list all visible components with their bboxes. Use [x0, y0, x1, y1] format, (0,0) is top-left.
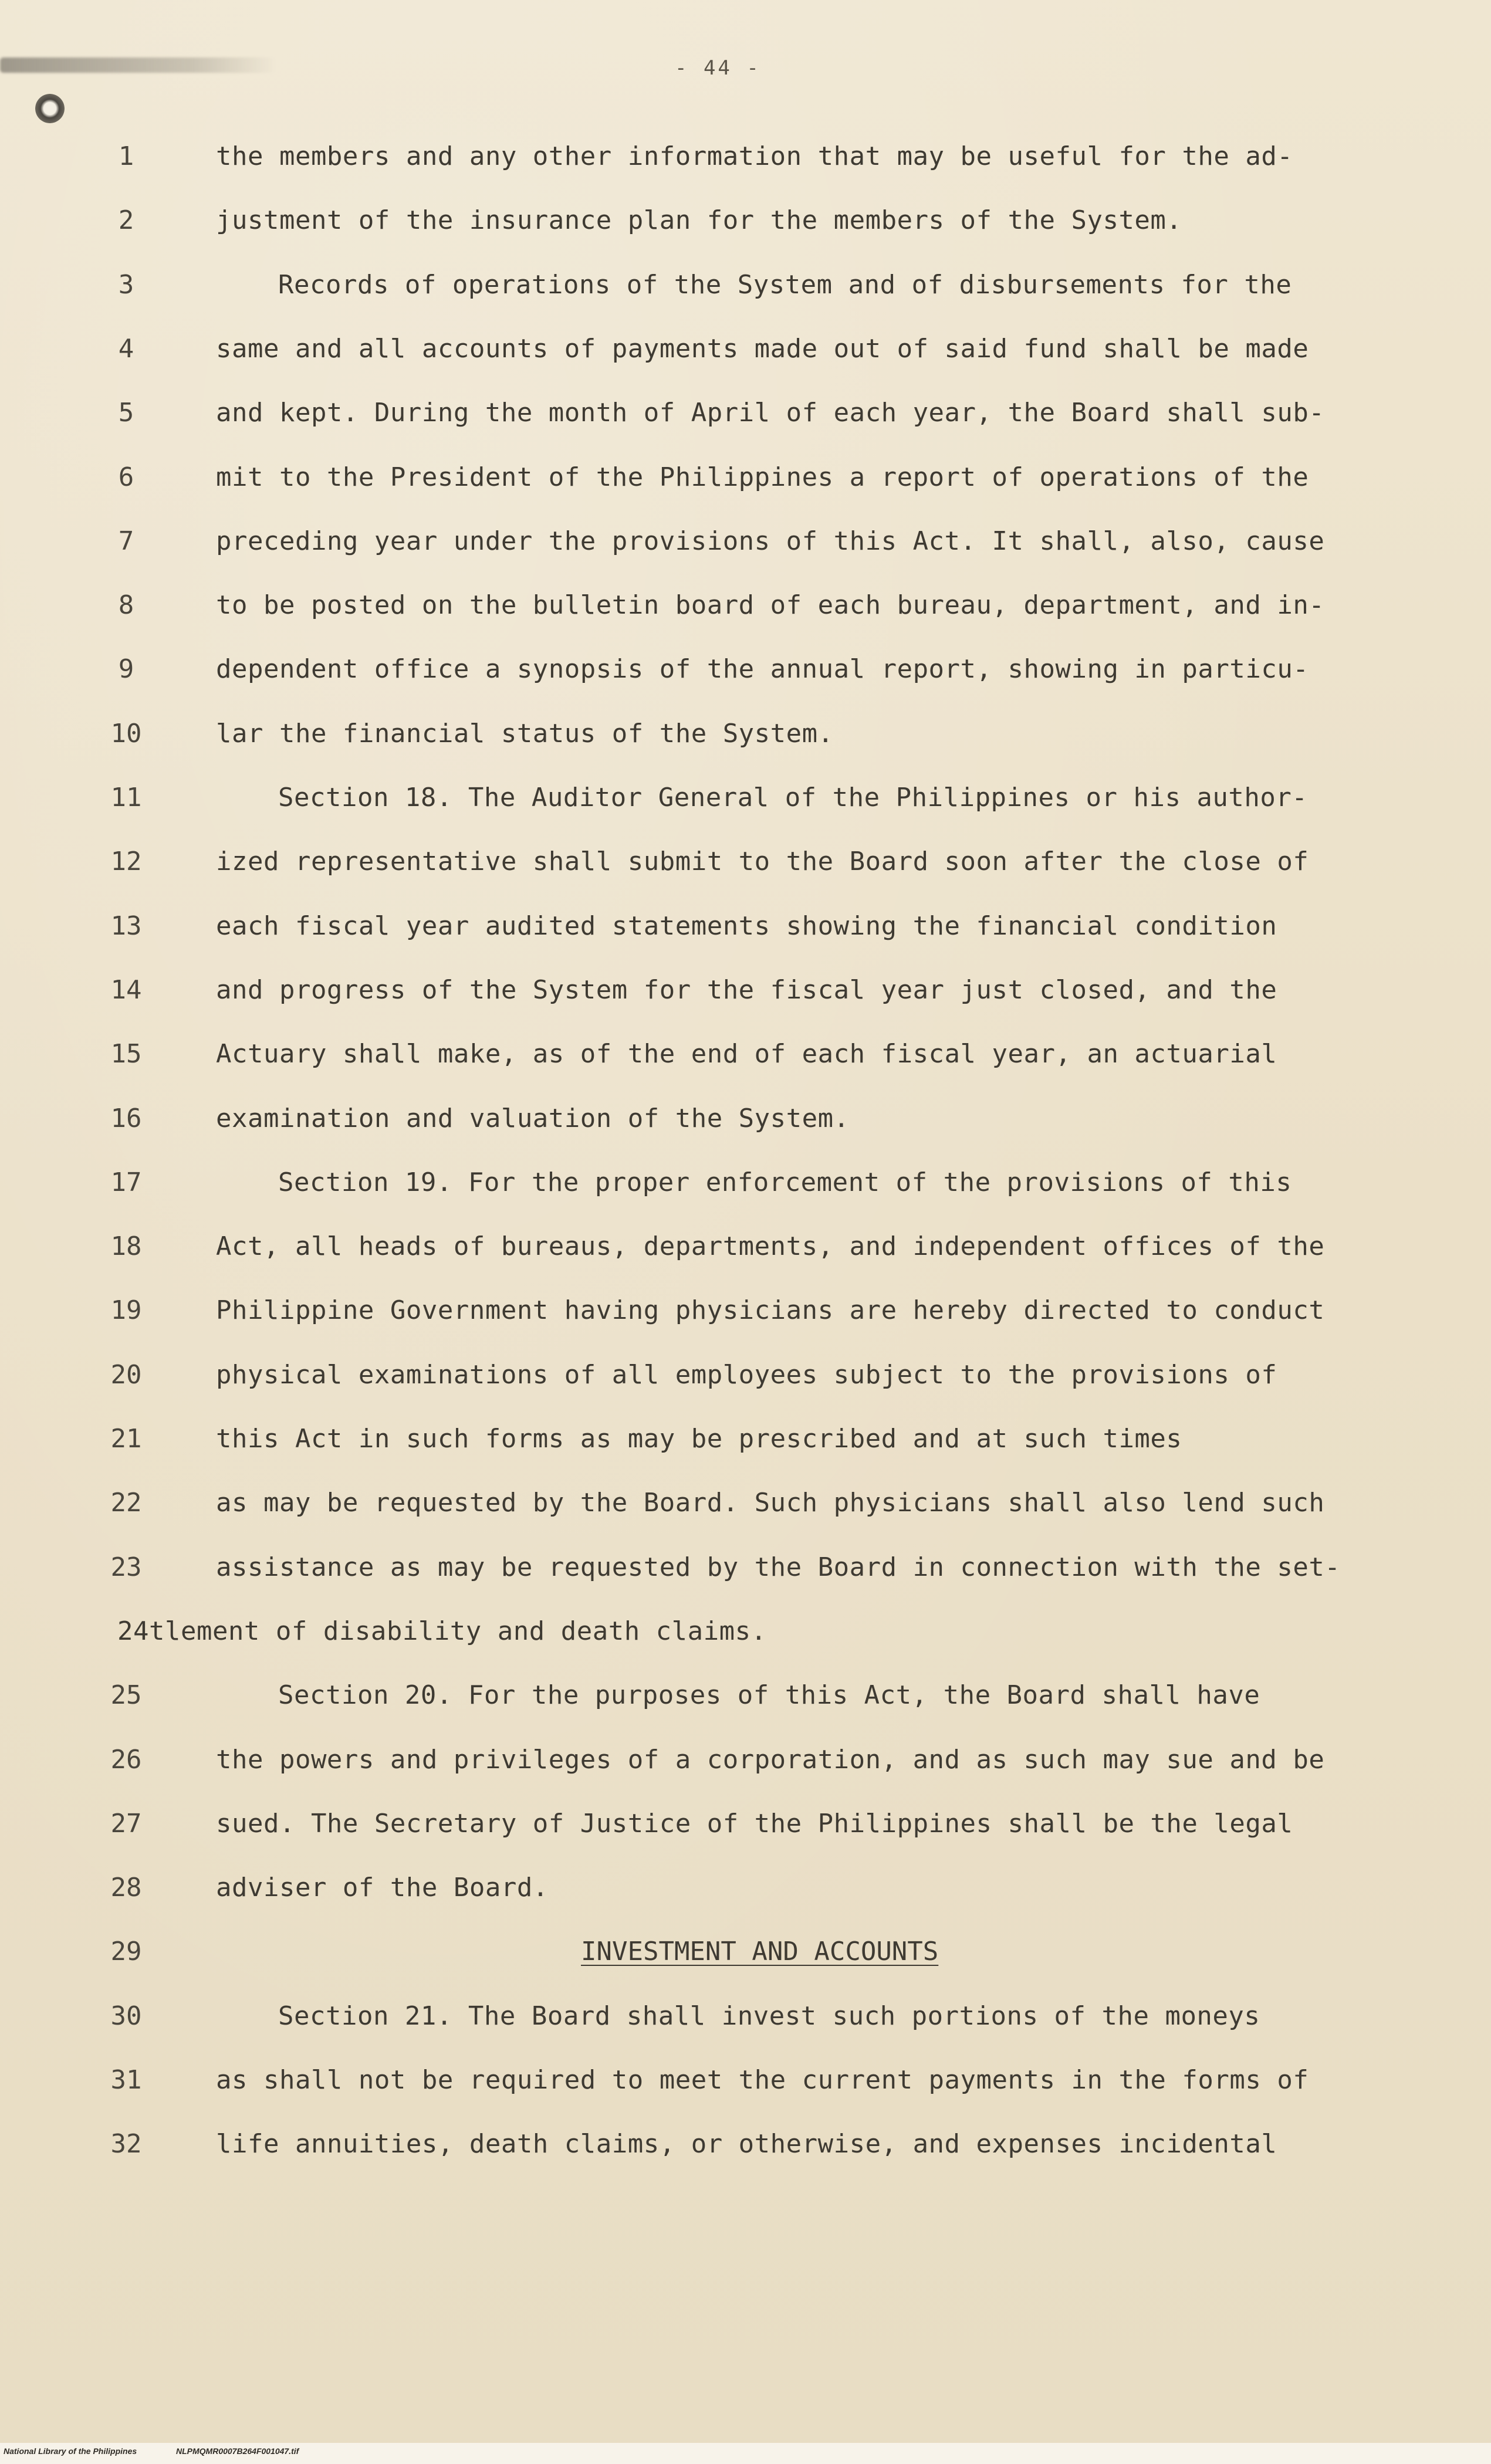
line-text: same and all accounts of payments made out of said fund shall be made [216, 334, 1309, 364]
document-line [0, 1419, 1491, 1460]
line-number: 14 [110, 975, 142, 1005]
line-text: Section 19. For the proper enforcement of the provisions of this [278, 1167, 1292, 1197]
line-number: 26 [110, 1745, 142, 1775]
document-line [0, 1931, 1491, 1972]
document-line [0, 1290, 1491, 1331]
line-text: the members and any other information that may be useful for the ad- [216, 141, 1293, 171]
section-heading: INVESTMENT AND ACCOUNTS [581, 1937, 939, 1967]
document-line [0, 1034, 1491, 1075]
document-line [0, 649, 1491, 690]
line-text: Act, all heads of bureaus, departments, and independent offices of the [216, 1231, 1325, 1261]
document-line [0, 1996, 1491, 2037]
document-line [0, 1483, 1491, 1524]
line-number: 23 [110, 1552, 142, 1582]
line-number: 16 [110, 1104, 142, 1133]
line-number: 3 [118, 270, 134, 300]
document-line [0, 2060, 1491, 2101]
line-text: lar the financial status of the System. [216, 719, 834, 749]
document-line [0, 1355, 1491, 1396]
top-left-smudge [0, 57, 276, 73]
punch-hole [35, 94, 65, 123]
line-text: as may be requested by the Board. Such physicians shall also lend such [216, 1488, 1325, 1518]
line-text: as shall not be required to meet the current payments in the forms of [216, 2065, 1309, 2095]
line-number: 7 [118, 526, 134, 556]
document-line [0, 585, 1491, 626]
document-line [0, 457, 1491, 498]
line-number: 19 [110, 1295, 142, 1325]
line-number: 12 [110, 847, 142, 876]
line-number: 18 [110, 1231, 142, 1261]
document-line [0, 970, 1491, 1011]
line-number: 13 [110, 911, 142, 941]
line-text: mit to the President of the Philippines a report of operations of the [216, 462, 1309, 492]
document-line [0, 329, 1491, 370]
document-line [0, 521, 1491, 562]
line-text: Records of operations of the System and of disbursements for the [278, 270, 1292, 300]
line-number: 17 [110, 1167, 142, 1197]
line-text: each fiscal year audited statements showing the financial condition [216, 911, 1277, 941]
line-number: 32 [110, 2129, 142, 2159]
line-number: 5 [118, 398, 134, 428]
line-number: 9 [118, 654, 134, 684]
line-number: 6 [118, 462, 134, 492]
document-line [0, 1226, 1491, 1267]
line-text: the powers and privileges of a corporation, and as such may sue and be [216, 1745, 1325, 1775]
document-line [0, 713, 1491, 754]
line-number: 29 [110, 1937, 142, 1967]
line-number: 11 [110, 783, 142, 813]
line-text: Section 20. For the purposes of this Act, the Board shall have [278, 1680, 1260, 1710]
document-line [0, 2124, 1491, 2165]
line-number: 22 [110, 1488, 142, 1518]
line-text: to be posted on the bulletin board of each bureau, department, and in- [216, 590, 1325, 620]
document-line [0, 392, 1491, 434]
line-text: life annuities, death claims, or otherwise, and expenses incidental [216, 2129, 1277, 2159]
file-id: NLPMQMR0007B264F001047.tif [176, 2446, 299, 2456]
line-text: and kept. During the month of April of each year, the Board shall sub- [216, 398, 1325, 428]
line-text: adviser of the Board. [216, 1873, 549, 1903]
line-text: sued. The Secretary of Justice of the Philippines shall be the legal [216, 1809, 1293, 1839]
page-number: - 44 - [675, 56, 761, 80]
line-number: 20 [110, 1360, 142, 1390]
line-number: 8 [118, 590, 134, 620]
line-text: examination and valuation of the System. [216, 1104, 850, 1133]
line-number: 27 [110, 1809, 142, 1839]
document-line [0, 1098, 1491, 1139]
line-number: 31 [110, 2065, 142, 2095]
line-number: 2 [118, 205, 134, 235]
line-text: preceding year under the provisions of this Act. It shall, also, cause [216, 526, 1325, 556]
library-credit: National Library of the Philippines [4, 2446, 137, 2456]
line-text: physical examinations of all employees subject to the provisions of [216, 1360, 1277, 1390]
line-text: Section 21. The Board shall invest such portions of the moneys [278, 2001, 1260, 2031]
document-line [0, 1611, 1491, 1652]
line-text: ized representative shall submit to the Board soon after the close of [216, 847, 1309, 876]
document-line [0, 200, 1491, 241]
document-line [0, 1867, 1491, 1908]
line-text: 24tlement of disability and death claims. [117, 1616, 767, 1646]
document-line [0, 136, 1491, 177]
line-text: and progress of the System for the fiscal year just closed, and the [216, 975, 1277, 1005]
line-text: Actuary shall make, as of the end of each fiscal year, an actuarial [216, 1039, 1277, 1069]
line-number: 1 [118, 141, 134, 171]
document-line [0, 1803, 1491, 1844]
document-line [0, 1547, 1491, 1588]
line-text: assistance as may be requested by the Board in connection with the set- [216, 1552, 1341, 1582]
document-line [0, 841, 1491, 882]
line-number: 21 [110, 1424, 142, 1454]
line-number: 4 [118, 334, 134, 364]
line-number: 30 [110, 2001, 142, 2031]
document-line [0, 1675, 1491, 1716]
line-text: justment of the insurance plan for the members of the System. [216, 205, 1182, 235]
line-number: 15 [110, 1039, 142, 1069]
line-text: dependent office a synopsis of the annual report, showing in particu- [216, 654, 1309, 684]
line-number: 25 [110, 1680, 142, 1710]
document-line [0, 1162, 1491, 1203]
document-line [0, 777, 1491, 818]
document-line [0, 265, 1491, 306]
line-number: 10 [110, 719, 142, 749]
line-text: Philippine Government having physicians are hereby directed to conduct [216, 1295, 1325, 1325]
line-text: Section 18. The Auditor General of the Philippines or his author- [278, 783, 1308, 813]
document-line [0, 1739, 1491, 1781]
line-text: this Act in such forms as may be prescribed and at such times [216, 1424, 1182, 1454]
line-number: 28 [110, 1873, 142, 1903]
document-line [0, 906, 1491, 947]
